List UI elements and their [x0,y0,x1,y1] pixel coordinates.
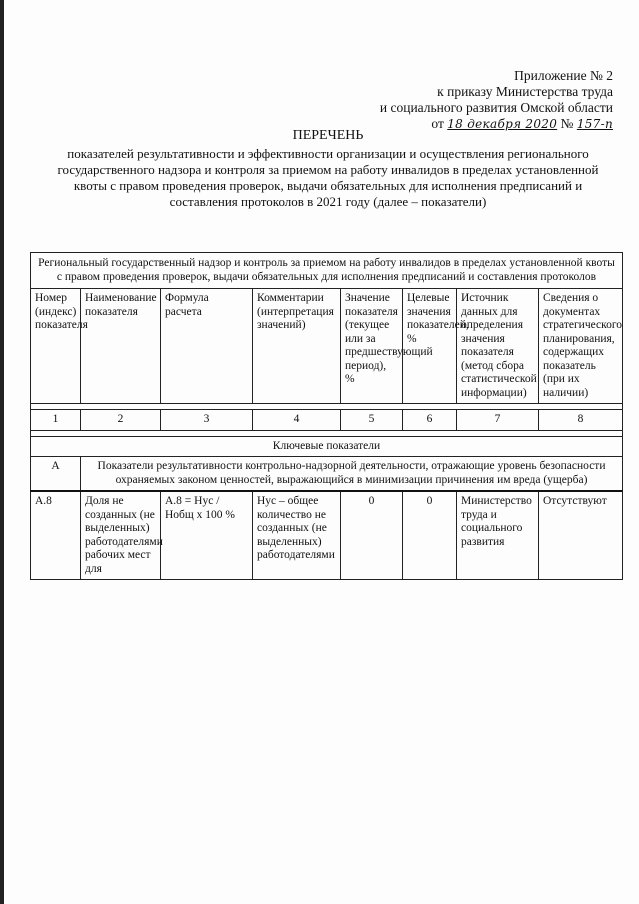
group-a-row [31,457,623,492]
group-a-description: Показатели результативности контрольно-надзорной деятельности, отражающие уровень безопасности охраняемых законом ценностей, выражающийся в минимизации причинения им вреда (ущерба) [81,457,623,492]
key-indicators-row [31,436,623,457]
scan-edge [0,0,4,904]
document-title [48,128,608,210]
indicators-table [30,252,623,580]
table-header-row [31,289,623,404]
header-cell: Наименование показателя [81,289,161,404]
header-cell: Целевые значения показателей, % [403,289,457,404]
title-heading: ПЕРЕЧЕНЬ [292,128,364,143]
group-a-index: А [31,457,81,492]
appendix-ministry: и социального развития Омской области [379,100,613,115]
indicator-docs: Отсутствуют [539,491,623,580]
header-cell: Номер (индекс) показателя [31,289,81,404]
header-cell: Источник данных для определения значения показателя (метод сбора статистической информации) [457,289,539,404]
column-number: 1 [31,410,81,431]
header-cell: Сведения о документах стратегического планирования, содержащих показатель (при их наличии) [539,289,623,404]
indicator-formula: А.8 = Нус / Нобщ х 100 % [161,491,253,580]
indicator-index: А.8 [31,491,81,580]
handwritten-date: 18 декабря 2020 [447,117,558,131]
column-number: 4 [253,410,341,431]
indicator-value: 0 [341,491,403,580]
indicator-target: 0 [403,491,457,580]
column-number-row [31,410,623,431]
header-cell: Комментарии (интерпретация значений) [253,289,341,404]
appendix-number: Приложение № 2 [514,68,613,83]
indicator-comment: Нус – общее количество не созданных (не выделенных) работодателями [253,491,341,580]
document-page [8,0,639,904]
key-indicators-label: Ключевые показатели [31,436,623,457]
column-number: 2 [81,410,161,431]
handwritten-number: 157-п [576,117,613,131]
indicator-source: Министерство труда и социального развития [457,491,539,580]
appendix-header [373,68,613,132]
header-cell: Формула расчета [161,289,253,404]
column-number: 6 [403,410,457,431]
title-body: показателей результативности и эффективности организации и осуществления регионального государственного надзора и контроля за приемом на работу инвалидов в пределах установленной квоты с правом проведения проверок, выдачи обязательных для исполнения предписаний и составления протоколов в 2021 году (далее – показатели) [57,146,599,209]
appendix-order-ref: к приказу Министерства труда [437,84,613,99]
indicator-row-a8 [31,491,623,580]
indicator-name: Доля не созданных (не выделенных) работодателями рабочих мест для [81,491,161,580]
column-number: 7 [457,410,539,431]
column-number: 3 [161,410,253,431]
column-number: 8 [539,410,623,431]
header-cell: Значение показателя (текущее или за предшествующий период), % [341,289,403,404]
number-label: № [560,116,574,131]
column-number: 5 [341,410,403,431]
table-banner: Региональный государственный надзор и контроль за приемом на работу инвалидов в пределах установленной квоты с правом проведения проверок, выдачи обязательных для исполнения предписаний и составления протоколов [31,253,623,289]
table-banner-row [31,253,623,289]
date-prefix: от [431,116,444,131]
